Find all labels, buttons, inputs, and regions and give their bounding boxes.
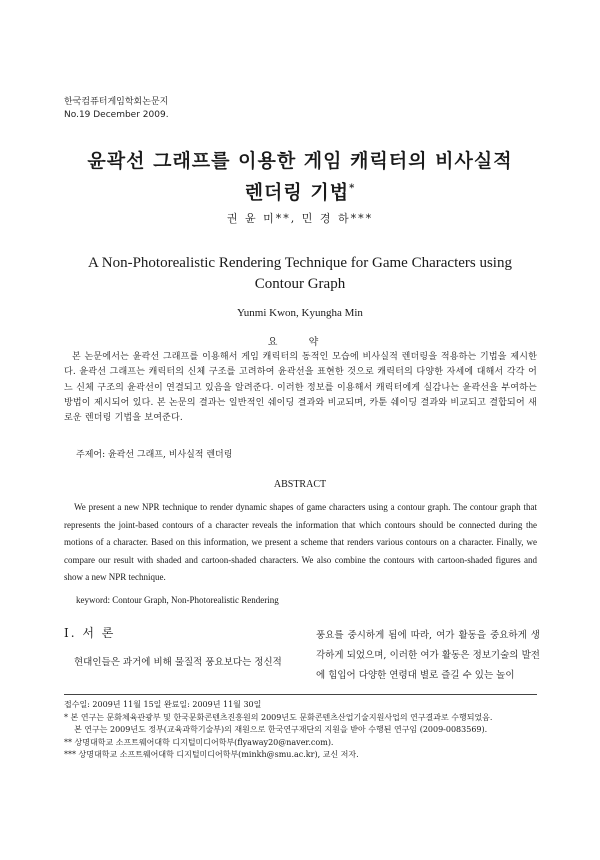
english-keywords: keyword: Contour Graph, Non-Photorealistic Rendering (76, 595, 279, 605)
footnote-1b: 본 연구는 2009년도 정부(교육과학기술부)의 재원으로 한국연구재단의 지원을 받아 수행된 연구임 (2009-0083569). (74, 725, 488, 734)
english-abstract-heading: ABSTRACT (273, 479, 327, 490)
korean-title-line1: 윤곽선 그래프를 이용한 게임 캐릭터의 비사실적 (87, 150, 513, 172)
email-link-author2[interactable]: minkh@smu.ac.kr (241, 750, 315, 759)
korean-abstract-text: 본 논문에서는 윤곽선 그래프를 이용해서 게임 캐릭터의 동적인 모습에 비사실적 렌더링을 적용하는 기법을 제시한다. 윤곽선 그래프는 캐릭터의 신체 구조를 고려하여 윤곽선을 표현한 것으로 캐릭터의 다양한 자세에 대해서 각각 어느 신체 구조의 윤곽선이 연결되고 있음을 알려준다. 이러한 정보를 이용해서 캐릭터에게 실감나는 윤곽선을 부여하는 방법이 제시되어 있다. 본 논문의 결과는 일반적인 쉐이딩 결과와 비교되며, 카툰 쉐이딩 결과와 비교되고 결합되어 새로운 렌더링 기법을 보여준다. (64, 352, 537, 424)
journal-name: 한국컴퓨터게임학회논문지 (64, 97, 169, 107)
english-title-line1: A Non-Photorealistic Rendering Technique for Game Characters using (88, 255, 512, 271)
email-link-author1[interactable]: flyaway20@naver.com (237, 737, 328, 747)
footnote-dates: 접수일: 2009년 11월 15일 완료일: 2009년 11월 30일 (64, 700, 262, 709)
korean-title-line2: 렌더링 기법* (244, 181, 356, 204)
right-column (316, 626, 540, 686)
korean-keywords: 주제어: 윤곽선 그래프, 비사실적 렌더링 (76, 450, 233, 460)
title-footnote-marker: * (349, 183, 356, 194)
english-authors: Yunmi Kwon, Kyungha Min (237, 307, 363, 319)
section-heading-introduction: I. 서 론 (64, 626, 116, 640)
journal-header (64, 96, 169, 122)
english-abstract-text: We present a new NPR technique to render dynamic shapes of game characters using a contour graph. The contour graph that represents the joint-based contours of a character reveals the information that which contours should be connected during the motions of a character. Based on this information, we present a scheme that renders various contours on a character. Finally, we compare our result with shaded and cartoon-shaded characters. We also combine the contours with cartoon-shaded figures and show a new NPR technique. (64, 502, 537, 582)
journal-issue: No.19 December 2009. (64, 110, 169, 120)
footnote-1: * 본 연구는 문화체육관광부 및 한국문화콘텐츠진흥원의 2009년도 문화콘텐츠산업기술지원사업의 연구결과로 수행되었음. (64, 712, 493, 722)
footnotes (64, 699, 544, 762)
footnote-divider (64, 694, 537, 695)
footnote-2: ** 상명대학교 소프트웨어대학 디지털미디어학부(flyaway20@naver.com). (64, 737, 334, 747)
korean-abstract-heading: 요 약 (267, 337, 333, 348)
english-title (0, 253, 600, 295)
left-column (64, 624, 288, 673)
footnote-3: *** 상명대학교 소프트웨어대학 디지털미디어학부(minkh@smu.ac.kr), 교신 저자. (64, 750, 359, 759)
korean-authors: 권 윤 미**, 민 경 하*** (226, 212, 374, 225)
intro-text-right: 풍요를 중시하게 됨에 따라, 여가 활동을 중요하게 생각하게 되었으며, 이러한 여가 활동은 정보기술의 발전에 힘입어 다양한 연령대 별로 즐길 수 있는 놀이 (316, 630, 540, 681)
intro-text-left: 현대인들은 과거에 비해 물질적 풍요보다는 정신적 (74, 657, 282, 668)
english-title-line2: Contour Graph (254, 276, 346, 292)
korean-title (0, 148, 600, 206)
